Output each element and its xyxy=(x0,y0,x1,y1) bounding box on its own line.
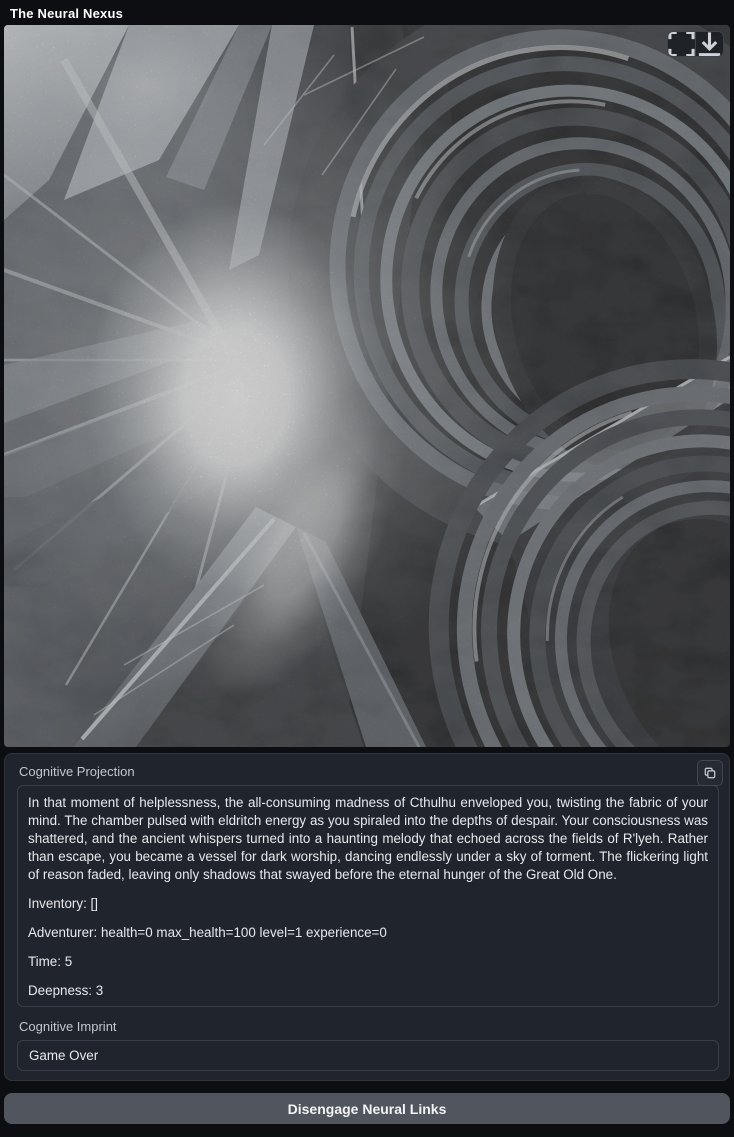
stat-inventory: Inventory: [] xyxy=(28,896,98,911)
projection-textarea[interactable] xyxy=(17,785,719,1007)
stat-adventurer: Adventurer: health=0 max_health=100 level=1 experience=0 xyxy=(28,925,387,940)
imprint-input[interactable] xyxy=(17,1040,719,1071)
download-icon xyxy=(696,31,723,57)
disengage-button[interactable]: Disengage Neural Links xyxy=(4,1093,730,1124)
download-button[interactable] xyxy=(696,32,723,56)
copy-button[interactable] xyxy=(697,760,723,786)
fullscreen-icon xyxy=(668,31,695,57)
app-header xyxy=(0,0,734,25)
imprint-label: Cognitive Imprint xyxy=(19,1019,117,1034)
image-toolbar xyxy=(667,31,724,57)
page-title: The Neural Nexus xyxy=(10,6,124,21)
copy-icon xyxy=(704,767,716,779)
scene-art xyxy=(4,25,730,747)
projection-label: Cognitive Projection xyxy=(19,764,135,779)
imprint-value: Game Over xyxy=(29,1048,99,1063)
scene-image[interactable] xyxy=(4,25,730,747)
fullscreen-button[interactable] xyxy=(668,32,695,56)
projection-panel xyxy=(4,753,730,1081)
stat-deepness: Deepness: 3 xyxy=(28,983,104,998)
projection-paragraph: In that moment of helplessness, the all-consuming madness of Cthulhu enveloped you, twisting the fabric of your mind. The chamber pulsed with eldritch energy as you spiraled into the depths of despair. Your consciousness was shattered, and the ancient whispers turned into a haunting melody that echoed across the fields of R'lyeh. Rather than escape, you became a vessel for dark worship, dancing endlessly under a sky of torment. The flickering light of reason faded, leaving only shadows that swayed before the eternal hunger of the Great Old One. xyxy=(28,795,708,882)
stat-time: Time: 5 xyxy=(28,954,73,969)
